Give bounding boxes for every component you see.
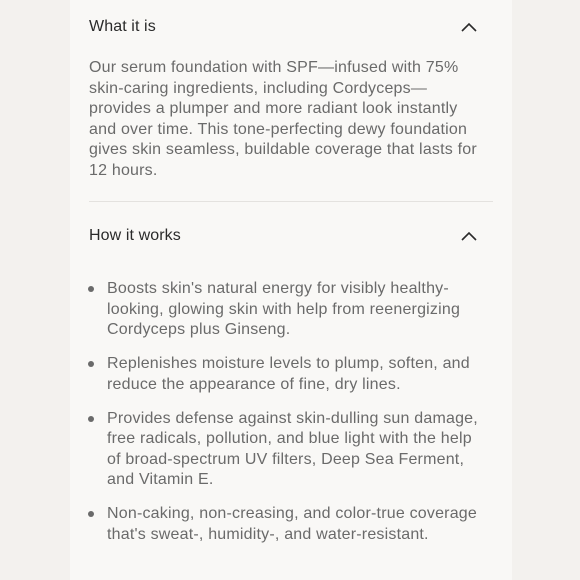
accordion-header-how-it-works[interactable] [89, 226, 489, 250]
list-item-text: Boosts skin's natural energy for visibly healthy-looking, glowing skin with help from reenergizing Cordyceps plus Ginseng. [107, 280, 461, 338]
accordion-header-what-it-is[interactable] [89, 17, 489, 41]
bullet-dot-icon [88, 416, 94, 422]
section-divider [89, 201, 493, 202]
list-item-text: Non-caking, non-creasing, and color-true coverage that's sweat-, humidity-, and water-resistant. [107, 505, 477, 543]
list-item-text: Provides defense against skin-dulling sun damage, free radicals, pollution, and blue light with the help of broad-spectrum UV filters, Deep Sea Ferment, and Vitamin E. [107, 409, 478, 488]
section-title-what-it-is: What it is [89, 18, 156, 35]
chevron-up-icon[interactable] [459, 20, 479, 34]
chevron-up-icon[interactable] [459, 229, 479, 243]
section-title-how-it-works: How it works [89, 227, 181, 244]
how-it-works-list [85, 279, 485, 559]
list-item [85, 279, 485, 341]
bullet-dot-icon [88, 361, 94, 367]
bullet-dot-icon [88, 511, 94, 517]
bullet-dot-icon [88, 286, 94, 292]
list-item-text: Replenishes moisture levels to plump, soften, and reduce the appearance of fine, dry lines. [107, 355, 470, 393]
list-item [85, 504, 485, 545]
list-item [85, 409, 485, 491]
list-item [85, 354, 485, 395]
what-it-is-description: Our serum foundation with SPF—infused with 75% skin-caring ingredients, including Cordyceps—provides a plumper and more radiant look instantly and over time. This tone-perfecting dewy foundation gives skin seamless, buildable coverage that lasts for 12 hours. [89, 59, 477, 179]
